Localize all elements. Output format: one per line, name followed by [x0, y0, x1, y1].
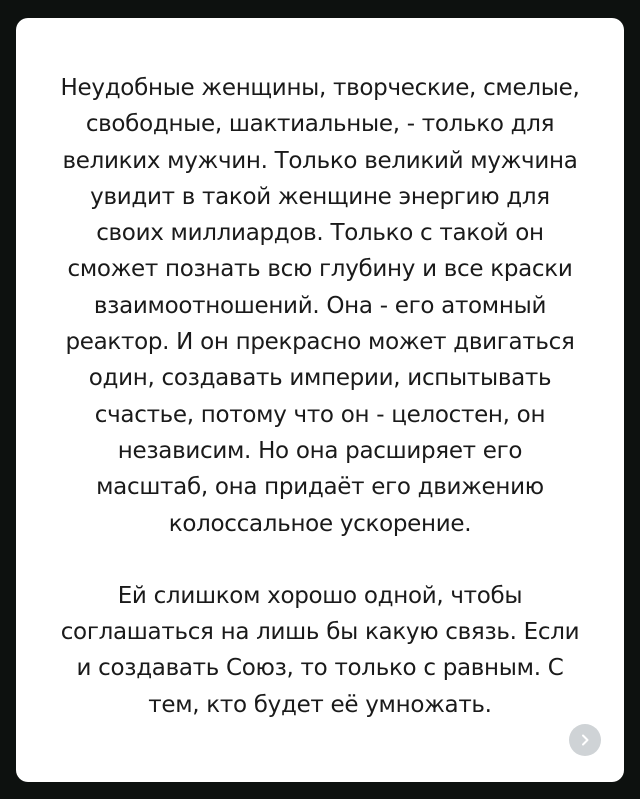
- paragraph-2: [16, 578, 624, 723]
- text-line: соглашаться на лишь бы какую связь. Если: [60, 619, 580, 646]
- text-line: увидит в такой женщине энергию для: [90, 183, 550, 210]
- text-line: счастье, потому что он - целостен, он: [94, 401, 546, 428]
- text-line: Неудобные женщины, творческие, смелые,: [60, 75, 580, 101]
- text-line: свободные, шактиальные, - только для: [85, 111, 555, 138]
- text-line: независим. Но она расширяет его: [117, 437, 523, 464]
- post-text: [16, 70, 624, 723]
- text-line: сможет познать всю глубину и все краски: [67, 256, 573, 283]
- next-button[interactable]: [569, 724, 601, 756]
- text-line: своих миллиардов. Только с такой он: [96, 220, 544, 247]
- text-line: реактор. И он прекрасно может двигаться: [65, 329, 575, 356]
- text-line: взаимоотношений. Она - его атомный: [93, 292, 547, 319]
- text-line: один, создавать империи, испытывать: [88, 365, 552, 392]
- text-line: тем, кто будет её умножать.: [148, 691, 492, 718]
- text-line: Ей слишком хорошо одной, чтобы: [117, 582, 523, 609]
- text-line: и создавать Союз, то только с равным. С: [76, 655, 564, 682]
- chevron-right-icon: [578, 733, 592, 747]
- text-line: масштаб, она придаёт его движению: [96, 474, 544, 501]
- text-line: колоссальное ускорение.: [168, 510, 472, 537]
- paragraph-1: [16, 70, 624, 542]
- text-line: великих мужчин. Только великий мужчина: [62, 147, 578, 174]
- post-card: [16, 18, 624, 782]
